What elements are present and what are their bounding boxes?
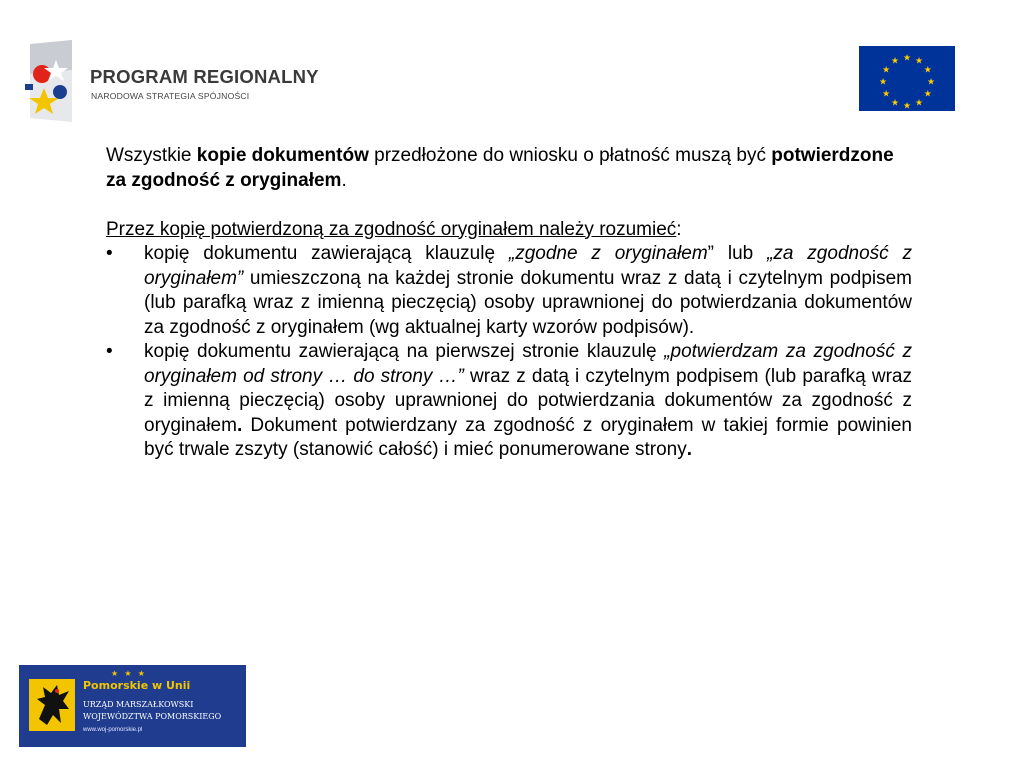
svg-text:★: ★ [926,77,936,88]
intro-bold-2: potwierdzone za zgodność z oryginałem [106,145,894,191]
svg-text:★: ★ [902,53,912,64]
definition-colon: : [676,218,682,240]
intro-paragraph [106,144,912,193]
list-item-text-2: wraz z datą i czytelnym podpisem (lub parafką wraz z imienną pieczęcią) osoby uprawnionej do potwierdzania dokumentów za zgodność z oryginałem [144,365,912,436]
intro-bold-1: kopie dokumentów [196,145,369,166]
document-body [106,144,912,463]
bullet-marker: • [106,341,113,362]
svg-text:★: ★ [890,98,900,109]
svg-text:★: ★ [923,89,932,100]
list-item-italic-1: „potwierdzam za zgodność z oryginałem od strony … do strony …” [144,341,912,387]
pomorskie-office-line-1: URZĄD MARSZAŁKOWSKI [83,700,194,709]
list-item-text-1: kopię dokumentu zawierającą klauzulę [144,243,509,264]
svg-text:★: ★ [882,89,891,100]
intro-text-2: przedłożone do wniosku o płatność muszą być [368,145,772,166]
svg-text:★: ★ [882,65,891,76]
program-logo-title: PROGRAM REGIONALNY [90,66,319,87]
pomorskie-brand: Pomorskie w Unii [83,679,191,692]
definition-list [106,242,912,463]
program-regionalny-logo [22,40,332,122]
svg-text:★: ★ [923,65,932,76]
bullet-marker: • [106,243,113,264]
pomorskie-griffin-icon [29,679,75,731]
pomorskie-url: www.woj-pomorskie.pl [83,727,143,733]
svg-text:★: ★ [914,56,924,67]
list-item-bold-2: . [686,439,693,460]
eu-flag [859,46,955,111]
list-item-text-3: Dokument potwierdzany za zgodność z oryginałem w takiej formie powinien być trwale zszyty (stanowić całość) i mieć ponumerowane strony [144,414,912,460]
list-item [106,340,912,463]
definition-heading [106,218,912,243]
pomorskie-stars: ★ ★ ★ [111,669,147,678]
program-logo-subtitle: NARODOWA STRATEGIA SPÓJNOŚCI [91,91,250,101]
svg-text:★: ★ [902,101,912,111]
intro-text-1: Wszystkie [106,145,197,166]
list-item-text-2: ” lub [707,243,768,264]
list-item-bold-1: . [236,414,243,436]
pomorskie-office-line-2: WOJEWÓDZTWA POMORSKIEGO [83,712,222,721]
svg-text:★: ★ [890,56,900,67]
program-regionalny-star-logo-icon [22,40,86,122]
list-item-text-3: umieszczoną na każdej stronie dokumentu wraz z datą i czytelnym podpisem (lub parafką wraz z imienną pieczęcią) osoby uprawnionej do potwierdzania dokumentów za zgodność z oryginałem (wg aktualnej karty wzorów podpisów). [144,267,912,338]
list-item-italic-2: „za zgodność z oryginałem” [144,243,912,289]
svg-text:★: ★ [878,77,888,88]
intro-text-3: . [341,169,347,191]
definition-title: Przez kopię potwierdzoną za zgodność oryginałem należy rozumieć [106,218,677,240]
pomorskie-logo [19,665,246,747]
list-item-text-1: kopię dokumentu zawierającą na pierwszej stronie klauzulę [144,341,665,362]
svg-text:★: ★ [914,98,924,109]
list-item [106,242,912,340]
eu-flag-icon [859,46,955,111]
list-item-italic-1: „zgodne z oryginałem [508,243,708,264]
